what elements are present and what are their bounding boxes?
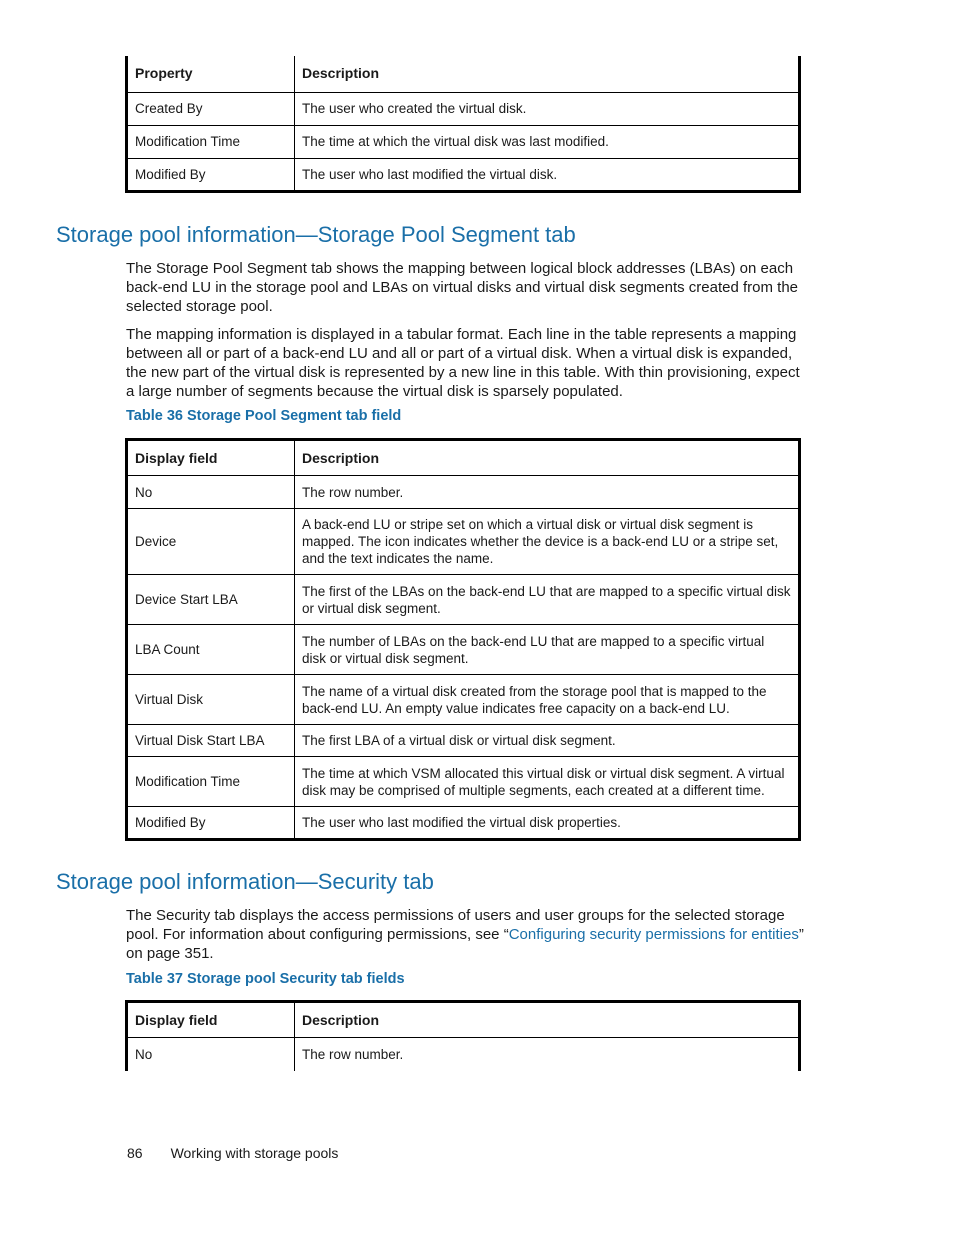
table-caption: Table 37 Storage pool Security tab fields <box>126 971 405 987</box>
section-heading-security-tab: Storage pool information—Security tab <box>56 869 434 894</box>
table-header-display-field: Display field <box>127 440 295 476</box>
table-cell: Modified By <box>127 807 295 840</box>
table-cell: The time at which the virtual disk was last modified. <box>295 125 800 158</box>
section-heading-segment-tab: Storage pool information—Storage Pool Segment tab <box>56 222 576 247</box>
table-row <box>127 92 800 125</box>
table-row <box>127 675 800 725</box>
table-header-property: Property <box>127 56 295 92</box>
table-row <box>127 476 800 509</box>
table-row <box>127 725 800 757</box>
table-cell: Virtual Disk <box>127 675 295 725</box>
table-cell: The user who last modified the virtual disk. <box>295 158 800 191</box>
table-row <box>127 575 800 625</box>
paragraph: The Storage Pool Segment tab shows the mapping between logical block addresses (LBAs) on each back-end LU in the storage pool and LBAs on virtual disks and virtual disk segments created from the selected storage pool. <box>126 260 799 315</box>
properties-table <box>125 56 801 193</box>
table-cell: The first of the LBAs on the back-end LU that are mapped to a specific virtual disk or virtual disk segment. <box>295 575 800 625</box>
page-footer <box>127 1145 338 1161</box>
paragraph: The mapping information is displayed in a tabular format. Each line in the table represents a mapping between all or part of a back-end LU and all or part of a virtual disk. When a virtual disk is expanded, the new part of the virtual disk is represented by a new line in this table. With thin provisioning, expect a large number of segments because the virtual disk is sparsely populated. <box>126 326 800 400</box>
segment-fields-table <box>125 438 801 841</box>
table-cell: Modified By <box>127 158 295 191</box>
table-cell: A back-end LU or stripe set on which a virtual disk or virtual disk segment is mapped. The icon indicates whether the device is a back-end LU or a stripe set, and the text indicates the name. <box>295 509 800 575</box>
table-cell: Device Start LBA <box>127 575 295 625</box>
table-cell: Modification Time <box>127 757 295 807</box>
configuring-security-link[interactable]: Configuring security permissions for entities <box>508 926 799 943</box>
table-cell: The user who created the virtual disk. <box>295 92 800 125</box>
table-cell: The first LBA of a virtual disk or virtual disk segment. <box>295 725 800 757</box>
table-header-description: Description <box>302 65 380 82</box>
security-fields-table <box>125 1000 801 1071</box>
paragraph-text: The Security tab displays the access permissions of users and user groups for the selected storage pool. For information about configuring permissions, see “ <box>126 907 785 943</box>
table-cell: Virtual Disk Start LBA <box>127 725 295 757</box>
table-cell: The name of a virtual disk created from the storage pool that is mapped to the back-end LU. An empty value indicates free capacity on a back-end LU. <box>295 675 800 725</box>
paragraph-text: ” on page 351. <box>126 926 804 962</box>
table-row <box>127 125 800 158</box>
table-row <box>127 509 800 575</box>
table-cell: No <box>127 476 295 509</box>
table-cell: Created By <box>127 92 295 125</box>
page-number: 86 <box>127 1145 143 1161</box>
table-cell: Device <box>127 509 295 575</box>
table-caption: Table 36 Storage Pool Segment tab field <box>126 408 402 424</box>
table-cell: The number of LBAs on the back-end LU that are mapped to a specific virtual disk or virtual disk segment. <box>295 625 800 675</box>
table-cell: LBA Count <box>127 625 295 675</box>
table-cell: No <box>127 1038 295 1071</box>
table-row <box>127 158 800 191</box>
table-header-description: Description <box>295 1002 800 1038</box>
table-cell: Modification Time <box>127 125 295 158</box>
table-cell: The row number. <box>295 1038 800 1071</box>
table-cell: The user who last modified the virtual disk properties. <box>295 807 800 840</box>
table-header-display-field: Display field <box>127 1002 295 1038</box>
paragraph <box>126 906 806 963</box>
table-row <box>127 807 800 840</box>
table-cell: The time at which VSM allocated this virtual disk or virtual disk segment. A virtual disk may be comprised of multiple segments, each created at a different time. <box>295 757 800 807</box>
table-cell: The row number. <box>295 476 800 509</box>
table-header-description: Description <box>295 440 800 476</box>
table-row <box>127 625 800 675</box>
table-row <box>127 1038 800 1071</box>
chapter-title: Working with storage pools <box>170 1145 339 1161</box>
table-row <box>127 757 800 807</box>
